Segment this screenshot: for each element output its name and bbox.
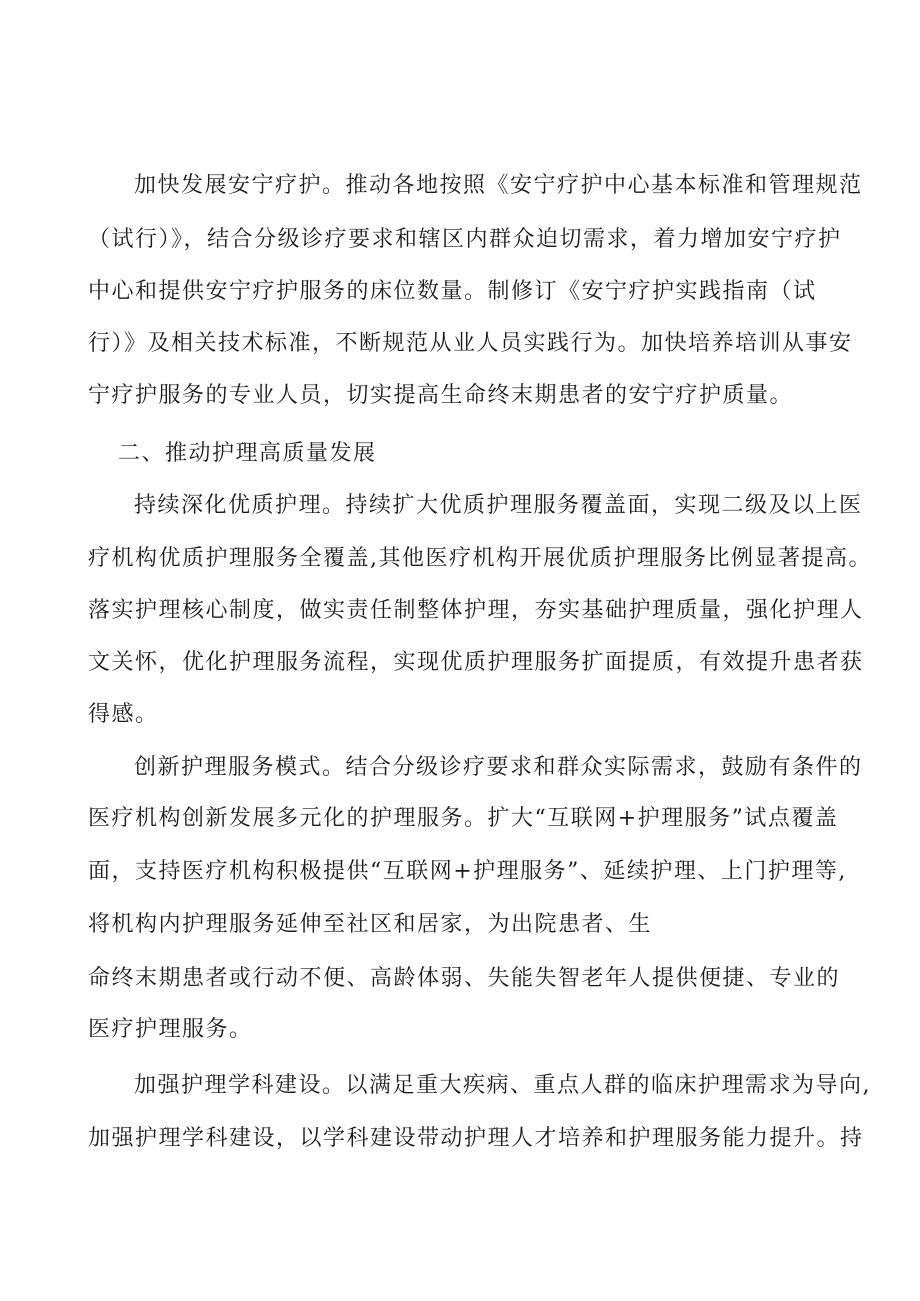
text-line: 将机构内护理服务延伸至社区和居家，为出院患者、生 (88, 912, 653, 937)
text-line: 宁疗护服务的专业人员，切实提高生命终末期患者的安宁疗护质量。 (88, 383, 794, 408)
text-line: 加强护理学科建设。以满足重大疾病、重点人群的临床护理需求为导向, (134, 1073, 871, 1098)
text-line: 面，支持医疗机构积极提供“互联网+护理服务”、延续护理、上门护理等, (88, 859, 847, 884)
section-heading: 二、推动护理高质量发展 (118, 441, 377, 466)
text-line: 加快发展安宁疗护。推动各地按照《安宁疗护中心基本标准和管理规范 (134, 173, 863, 198)
text-line: 疗机构优质护理服务全覆盖,其他医疗机构开展优质护理服务比例显著提高。 (88, 546, 872, 571)
text-line: 创新护理服务模式。结合分级诊疗要求和群众实际需求，鼓励有条件的 (134, 755, 863, 780)
text-line: 加强护理学科建设，以学科建设带动护理人才培养和护理服务能力提升。持 (88, 1126, 864, 1151)
text-line: 持续深化优质护理。持续扩大优质护理服务覆盖面，实现二级及以上医 (134, 493, 863, 518)
text-line: 文关怀，优化护理服务流程，实现优质护理服务扩面提质，有效提升患者获 (88, 650, 864, 675)
text-line: （试行）》，结合分级诊疗要求和辖区内群众迫切需求，着力增加安宁疗护 (88, 227, 842, 252)
text-line: 中心和提供安宁疗护服务的床位数量。制修订《安宁疗护实践指南（试 (88, 279, 817, 304)
text-line: 得感。 (88, 702, 159, 727)
text-line: 落实护理核心制度，做实责任制整体护理，夯实基础护理质量，强化护理人 (88, 598, 864, 623)
text-line: 行）》及相关技术标准，不断规范从业人员实践行为。加快培养培训从事安 (88, 331, 853, 356)
text-line: 命终末期患者或行动不便、高龄体弱、失能失智老年人提供便捷、专业的 (88, 966, 841, 991)
text-line: 医疗护理服务。 (88, 1017, 253, 1042)
text-line: 医疗机构创新发展多元化的护理服务。扩大“互联网+护理服务”试点覆盖 (88, 806, 839, 831)
